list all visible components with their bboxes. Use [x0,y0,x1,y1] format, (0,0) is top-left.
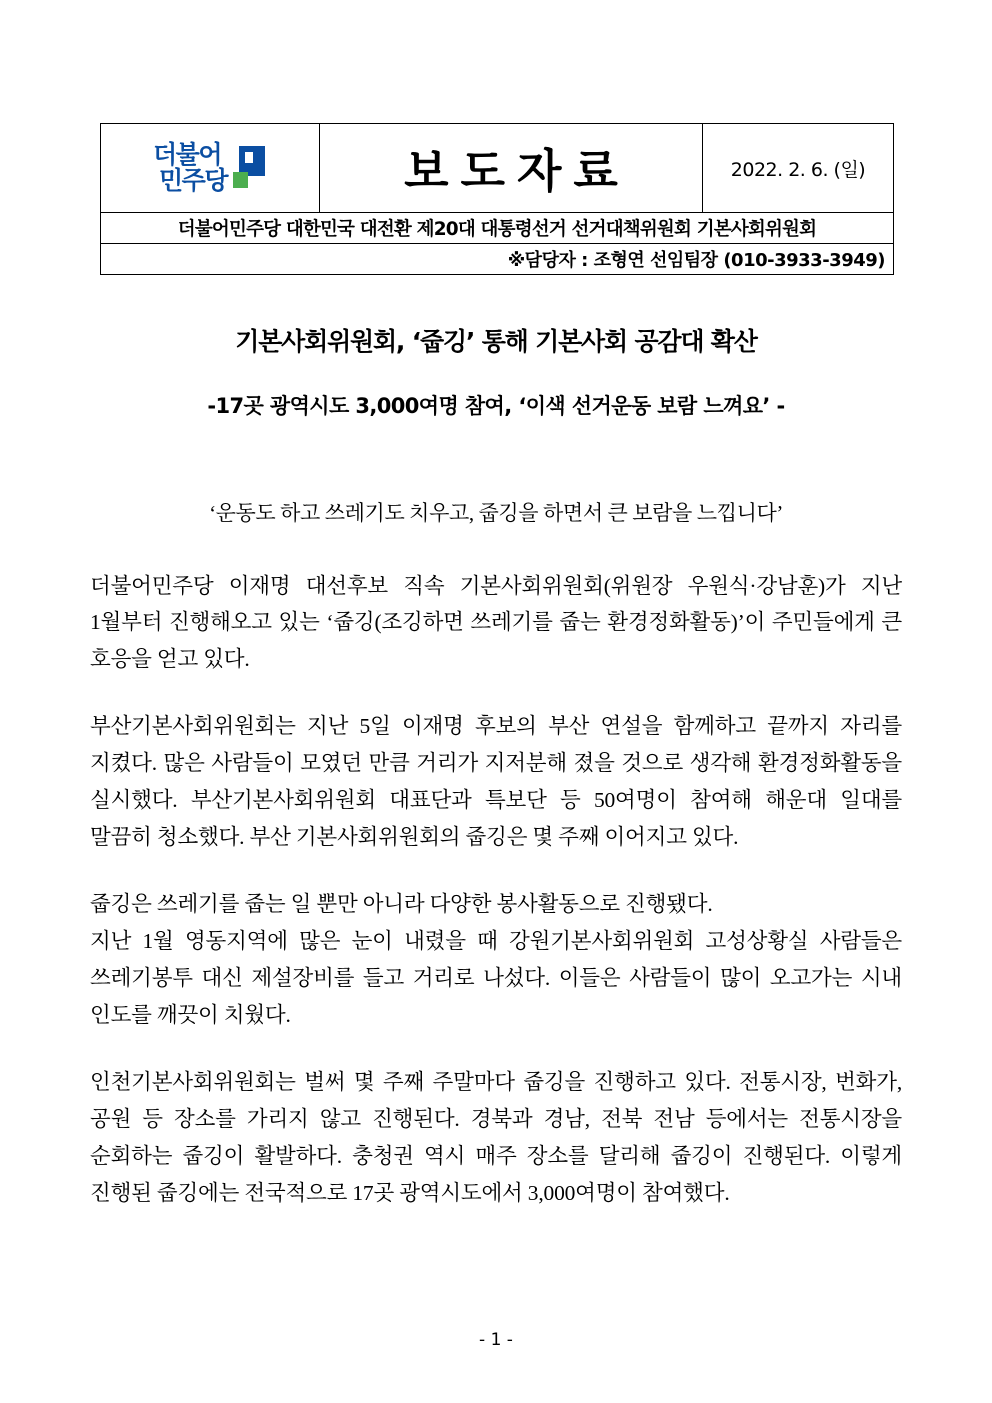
party-logo-line1: 더불어 [153,139,221,169]
article-headline: 기본사회위원회, ‘줍깅’ 통해 기본사회 공감대 확산 [235,327,757,356]
article-paragraph: 인천기본사회위원회는 벌써 몇 주째 주말마다 줍깅을 진행하고 있다. 전통시장, 번화가, 공원 등 장소를 가리지 않고 진행된다. 경북과 경남, 전북 전남 등에서는 전통시장을 순회하는 줍깅이 활발하다. 충청권 역시 매주 장소를 달리해 줍깅이 진행된다. 이렇게 진행된 줍깅에는 전국적으로 17곳 광역시도에서 3,000여명이 참여했다. [90,1070,902,1206]
article-paragraph: 지난 1월 영동지역에 많은 눈이 내렸을 때 강원기본사회위원회 고성상황실 사람들은 쓰레기봉투 대신 제설장비를 들고 거리로 나섰다. 이들은 사람들이 많이 오고가는 시내 인도를 깨끗이 치웠다. [90,929,902,1028]
article-body [90,498,902,1242]
release-date: 2022. 2. 6. (일) [730,158,866,181]
document-header [100,123,892,275]
document-type-title: 보도자료 [404,144,630,198]
party-logo [101,138,319,199]
header-table [100,123,894,275]
article-lead-quote: ‘운동도 하고 쓰레기도 치우고, 줍깅을 하면서 큰 보람을 느낍니다’ [209,501,783,525]
article-subheadline: -17곳 광역시도 3,000여명 참여, ‘이색 선거운동 보람 느껴요’ - [207,394,785,418]
article-paragraph: 더불어민주당 이재명 대선후보 직속 기본사회위원회(위원장 우원식·강남훈)가 지난 1월부터 진행해오고 있는 ‘줍깅(조깅하면 쓰레기를 줍는 환경정화활동)’이 주민들에게 큰 호응을 얻고 있다. [90,573,902,672]
article-paragraph: 부산기본사회위원회는 지난 5일 이재명 후보의 부산 연설을 함께하고 끝까지 자리를 지켰다. 많은 사람들이 모였던 만큼 거리가 지저분해 졌을 것으로 생각해 환경정화활동을 실시했다. 부산기본사회위원회 대표단과 특보단 등 50여명이 참여해 해운대 일대를 말끔히 청소했다. 부산 기본사회위원회의 줍깅은 몇 주째 이어지고 있다. [90,714,902,850]
party-logo-line2: 민주당 [159,166,227,195]
title-cell [320,124,703,213]
article-paragraph: 줍깅은 쓰레기를 줍는 일 뿐만 아니라 다양한 봉사활동으로 진행됐다. [90,892,713,917]
logo-cell [101,124,320,213]
party-emblem-icon [233,146,267,190]
date-cell [703,124,894,213]
party-logo-text [153,139,227,195]
organization-line: 더불어민주당 대한민국 대전환 제20대 대통령선거 선거대책위원회 기본사회위원회 [101,213,894,244]
contact-line: ※담당자 : 조형연 선임팀장 (010-3933-3949) [101,244,894,275]
page-number: - 1 - [479,1330,513,1350]
